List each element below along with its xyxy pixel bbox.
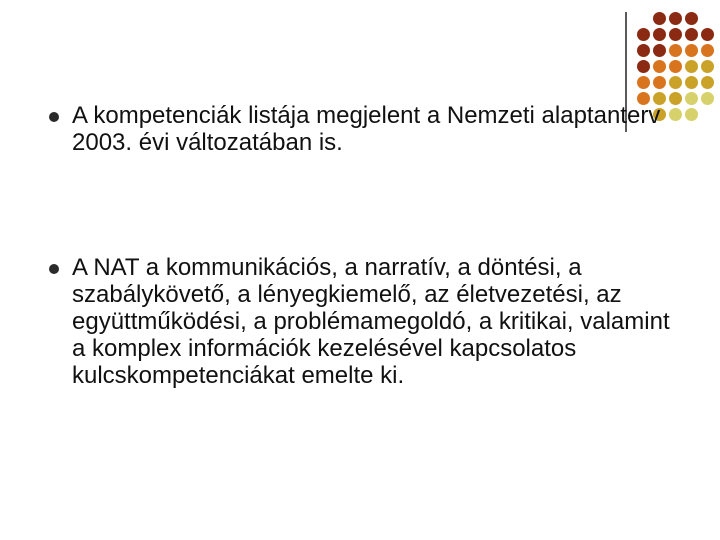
decorative-dot xyxy=(637,28,650,41)
decorative-dot xyxy=(669,28,682,41)
decorative-dot xyxy=(701,60,714,73)
decorative-dot xyxy=(637,76,650,89)
decorative-dot xyxy=(701,76,714,89)
decorative-dot xyxy=(685,44,698,57)
decorative-dot xyxy=(669,76,682,89)
decorative-dot xyxy=(701,12,714,25)
decorative-dot xyxy=(685,12,698,25)
decorative-dot xyxy=(685,76,698,89)
decorative-dot xyxy=(637,12,650,25)
bullet-text-2: A NAT a kommunikációs, a narratív, a döntési, a szabálykövető, a lényegkiemelő, az életvezetési, az együttműködési, a problémamegoldó, a kritikai, valamint a komplex információk kezelésével kapcsolatos kulcskompetenciákat emelte ki. xyxy=(72,254,670,389)
decorative-dot xyxy=(701,28,714,41)
decorative-dot xyxy=(669,60,682,73)
decorative-dot xyxy=(637,60,650,73)
decorative-dot xyxy=(637,44,650,57)
decorative-dot xyxy=(685,60,698,73)
decorative-dot xyxy=(669,44,682,57)
bullet-dot-icon xyxy=(49,264,59,274)
bullet-item-2 xyxy=(72,254,672,389)
decorative-dot xyxy=(653,76,666,89)
decorative-dot xyxy=(685,92,698,105)
bullet-dot-icon xyxy=(49,112,59,122)
decorative-dot xyxy=(685,28,698,41)
decorative-dot xyxy=(653,60,666,73)
bullet-item-1 xyxy=(72,102,672,156)
decorative-dot xyxy=(701,92,714,105)
decorative-dot xyxy=(653,44,666,57)
decorative-dot xyxy=(685,108,698,121)
decorative-dot xyxy=(701,108,714,121)
decorative-dot xyxy=(653,12,666,25)
decorative-dot xyxy=(669,12,682,25)
decorative-dot xyxy=(701,44,714,57)
bullet-text-1: A kompetenciák listája megjelent a Nemzeti alaptanterv 2003. évi változatában is. xyxy=(72,102,661,156)
decorative-dot xyxy=(653,28,666,41)
